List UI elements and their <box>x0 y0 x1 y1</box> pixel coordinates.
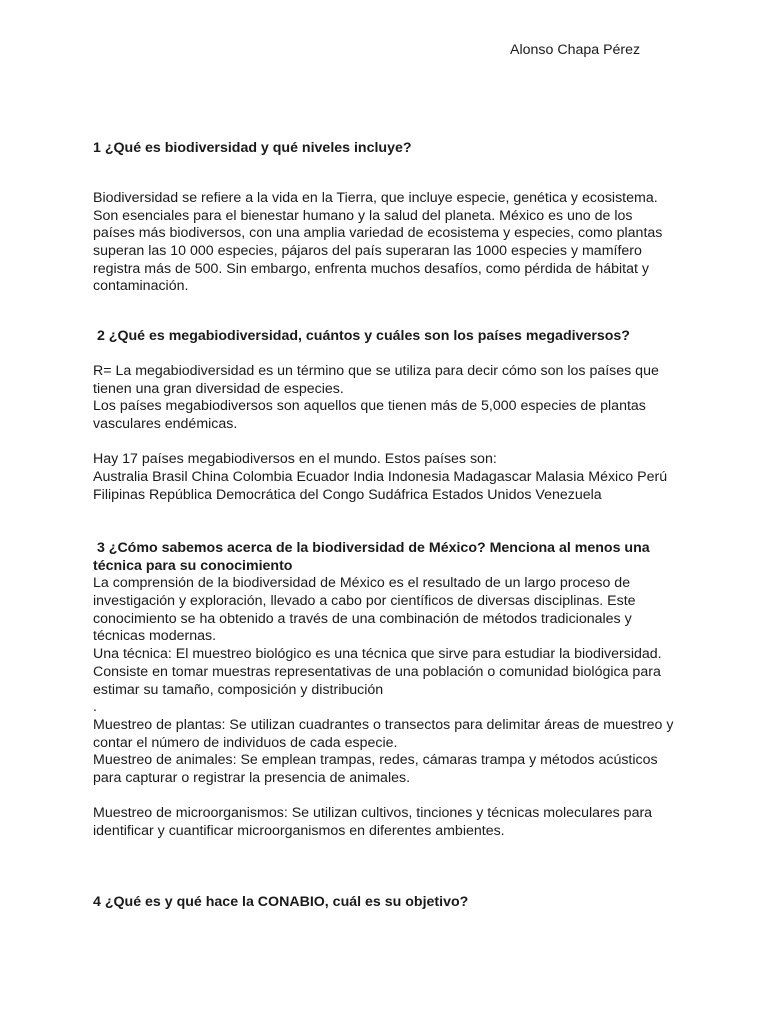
question-3-title-cont: técnica para su conocimiento <box>93 557 293 574</box>
blank-line <box>93 434 693 452</box>
answer-line: identificar y cuantificar microorganismos en diferentes ambientes. <box>93 823 505 839</box>
question-2-title: 2 ¿Qué es megabiodiversidad, cuántos y cuáles son los países megadiversos? <box>93 328 630 344</box>
question-3 <box>93 540 693 841</box>
answer-line: conocimiento se ha obtenido a través de una combinación de métodos tradicionales y <box>93 610 632 627</box>
answer-line: registra más de 500. Sin embargo, enfrenta muchos desafíos, como pérdida de hábitat y <box>93 260 649 277</box>
question-1-answer <box>93 190 693 296</box>
answer-line: Los países megabiodiversos son aquellos que tienen más de 5,000 especies de plantas <box>93 398 646 415</box>
answer-line: Muestreo de plantas: Se utilizan cuadrantes o transectos para delimitar áreas de muestreo y <box>93 716 674 733</box>
question-1-title: 1 ¿Qué es biodiversidad y qué niveles incluye? <box>93 140 412 156</box>
answer-line: Hay 17 países megabiodiversos en el mundo. Estos países son: <box>93 451 497 468</box>
answer-line: contaminación. <box>93 278 189 295</box>
answer-line: estimar su tamaño, composición y distribución <box>93 681 384 698</box>
answer-line: contar el número de individuos de cada especie. <box>93 734 398 751</box>
answer-line: . <box>93 699 97 716</box>
question-3-title: 3 ¿Cómo sabemos acerca de la biodiversidad de México? Menciona al menos una <box>93 540 650 556</box>
answer-line: La comprensión de la biodiversidad de México es el resultado de un largo proceso de <box>93 575 631 592</box>
answer-line: Una técnica: El muestreo biológico es una técnica que sirve para estudiar la biodiversidad. <box>93 646 662 663</box>
question-4-title: 4 ¿Qué es y qué hace la CONABIO, cuál es su objetivo? <box>93 894 469 910</box>
answer-line: vasculares endémicas. <box>93 416 238 433</box>
answer-line: Muestreo de animales: Se emplean trampas, redes, cámaras trampa y métodos acústicos <box>93 752 658 769</box>
answer-line: para capturar o registrar la presencia de animales. <box>93 769 411 786</box>
answer-line: Muestreo de microorganismos: Se utilizan cultivos, tinciones y técnicas moleculares para <box>93 805 653 822</box>
answer-line: técnicas modernas. <box>93 628 217 645</box>
answer-line: superan las 10 000 especies, pájaros del país superaran las 1000 especies y mamífero <box>93 243 642 260</box>
country-list-line: Australia Brasil China Colombia Ecuador India Indonesia Madagascar Malasia México Perú <box>93 469 668 486</box>
answer-line: investigación y exploración, llevado a cabo por científicos de diversas disciplinas. Este <box>93 593 636 610</box>
answer-line: tienen una gran diversidad de especies. <box>93 380 344 397</box>
answer-line: países más biodiversos, con una amplia variedad de ecosistema y especies, como plantas <box>93 225 663 242</box>
answer-line: Consiste en tomar muestras representativas de una población o comunidad biológica para <box>93 663 661 680</box>
blank-line <box>93 788 693 806</box>
author-name: Alonso Chapa Pérez <box>510 42 641 58</box>
country-list-line: Filipinas República Democrática del Congo Sudáfrica Estados Unidos Venezuela <box>93 486 602 503</box>
answer-line: R= La megabiodiversidad es un término que se utiliza para decir cómo son los países que <box>93 363 659 379</box>
answer-line: Son esenciales para el bienestar humano y la salud del planeta. México es uno de los <box>93 207 633 224</box>
question-2-answer <box>93 363 693 505</box>
answer-line: Biodiversidad se refiere a la vida en la Tierra, que incluye especie, genética y ecosistema. <box>93 190 658 206</box>
